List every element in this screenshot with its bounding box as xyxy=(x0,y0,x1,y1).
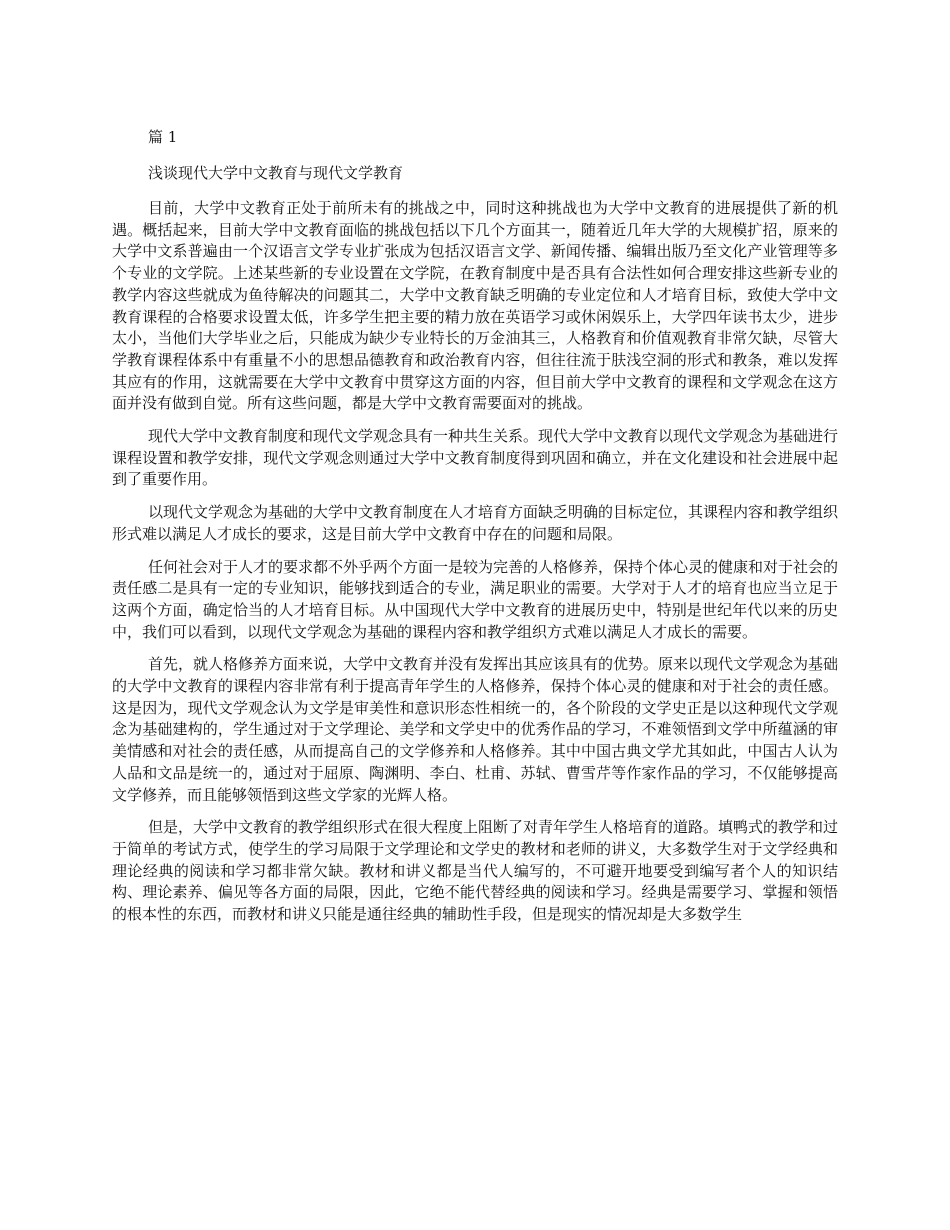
paragraph-2: 现代大学中文教育制度和现代文学观念具有一种共生关系。现代大学中文教育以现代文学观念为基础进行课程设置和教学安排，现代文学观念则通过大学中文教育制度得到巩固和确立，并在文化建设和社会进展中起到了重要作用。 xyxy=(112,427,839,489)
paragraph-3: 以现代文学观念为基础的大学中文教育制度在人才培育方面缺乏明确的目标定位，其课程内容和教学组织形式难以满足人才成长的要求，这是目前大学中文教育中存在的问题和局限。 xyxy=(112,503,839,543)
document-page xyxy=(112,126,838,937)
paragraph-1: 目前，大学中文教育正处于前所未有的挑战之中，同时这种挑战也为大学中文教育的进展提供了新的机遇。概括起来，目前大学中文教育面临的挑战包括以下几个方面其一，随着近几年大学的大规模扩招，原来的大学中文系普遍由一个汉语言文学专业扩张成为包括汉语言文学、新闻传播、编辑出版乃至文化产业管理等多个专业的文学院。上述某些新的专业设置在文学院，在教育制度中是否具有合法性如何合理安排这些新专业的教学内容这些就成为鱼待解决的问题其二，大学中文教育缺乏明确的专业定位和人才培育目标，致使大学中文教育课程的合格要求设置太低，许多学生把主要的精力放在英语学习或休闲娱乐上，大学四年读书太少，进步太小，当他们大学毕业之后，只能成为缺少专业特长的万金油其三，人格教育和价值观教育非常欠缺，尽管大学教育课程体系中有重量不小的思想品德教育和政治教育内容，但往往流于肤浅空洞的形式和教条，难以发挥其应有的作用，这就需要在大学中文教育中贯穿这方面的内容，但目前大学中文教育的课程和文学观念在这方面并没有做到自觉。所有这些问题，都是大学中文教育需要面对的挑战。 xyxy=(112,199,838,413)
paragraph-5: 首先，就人格修养方面来说，大学中文教育并没有发挥出其应该具有的优势。原来以现代文学观念为基础的大学中文教育的课程内容非常有利于提高青年学生的人格修养，保持个体心灵的健康和对于社会的责任感。这是因为，现代文学观念认为文学是审美性和意识形态性相统一的，各个阶段的文学史正是以这种现代文学观念为基础建构的，学生通过对于文学理论、美学和文学史中的优秀作品的学习，不难领悟到文学中所蕴涵的审美情感和对社会的责任感，从而提高自己的文学修养和人格修养。其中中国古典文学尤其如此，中国古人认为人品和文品是统一的，通过对于屈原、陶渊明、李白、杜甫、苏轼、曹雪芹等作家作品的学习，不仅能够提高文学修养，而且能够领悟到这些文学家的光辉人格。 xyxy=(112,655,839,804)
section-label: 篇 1 xyxy=(148,128,178,146)
paragraph-6: 但是，大学中文教育的教学组织形式在很大程度上阻断了对青年学生人格培育的道路。填鸭式的教学和过于简单的考试方式，使学生的学习局限于文学理论和文学史的教材和老师的讲义，大多数学生对于文学经典和理论经典的阅读和学习都非常欠缺。教材和讲义都是当代人编写的，不可避开地要受到编写者个人的知识结构、理论素养、偏见等各方面的局限，因此，它绝不能代替经典的阅读和学习。经典是需要学习、掌握和领悟的根本性的东西，而教材和讲义只能是通往经典的辅助性手段，但是现实的情况却是大多数学生 xyxy=(112,818,839,924)
article-title: 浅谈现代大学中文教育与现代文学教育 xyxy=(148,164,404,182)
paragraph-4: 任何社会对于人才的要求都不外乎两个方面一是较为完善的人格修养，保持个体心灵的健康和对于社会的责任感二是具有一定的专业知识，能够找到适合的专业，满足职业的需要。大学对于人才的培育也应当立足于这两个方面，确定恰当的人才培育目标。从中国现代大学中文教育的进展历史中，特别是世纪年代以来的历史中，我们可以看到，以现代文学观念为基础的课程内容和教学组织方式难以满足人才成长的需要。 xyxy=(112,557,839,641)
